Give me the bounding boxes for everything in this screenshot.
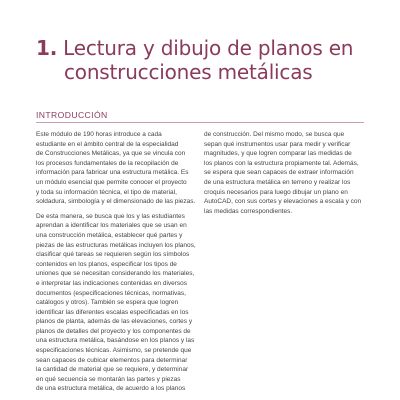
text-line: magnitudes, y que logren comparar las medidas de bbox=[204, 150, 352, 158]
text-line: de construcción. Del mismo modo, se busca que bbox=[204, 131, 345, 138]
text-line: AutoCAD, con sus cortes y elevaciones a escala y con bbox=[204, 198, 362, 206]
text-line: planos de detalles del proyecto y los componentes de bbox=[36, 327, 191, 335]
text-line: de Construcciones Metálicas, ya que se vincula con bbox=[36, 150, 186, 158]
text-line: identificar las diferentes escalas especificadas en los bbox=[36, 308, 189, 316]
text-line: clasificar qué tareas se requieren según los símbolos bbox=[36, 251, 190, 259]
text-line: Este módulo de 190 horas introduce a cada bbox=[36, 131, 162, 138]
text-line: los procesos fundamentales de la recopilación de bbox=[36, 159, 179, 167]
text-line: una construcción metálica, establecer qué partes y bbox=[36, 231, 183, 239]
text-line: e interpretar las indicaciones contenidas en diversos bbox=[36, 279, 188, 287]
chapter-title-text-1: Lectura y dibujo de planos en bbox=[63, 36, 354, 60]
text-line: estudiante en el ámbito central de la especialidad bbox=[36, 140, 179, 148]
text-line: se espera que sean capaces de extraer información bbox=[204, 169, 354, 177]
text-line: una estructura metálica, basándose en los planos y las bbox=[36, 337, 195, 345]
chapter-number: 1. bbox=[36, 36, 58, 60]
text-line: contenidos en los planos, especificar los tipos de bbox=[36, 260, 177, 268]
text-line: la cantidad de material que se requiere, y determinar bbox=[36, 366, 189, 374]
text-line: sean capaces de cubicar elementos para determinar bbox=[36, 356, 188, 364]
text-line: de una estructura metálica, de acuerdo a los planos bbox=[36, 385, 186, 393]
chapter-title-line-2: construcciones metálicas bbox=[64, 60, 313, 84]
text-line: especificaciones técnicas. Asimismo, se pretende que bbox=[36, 347, 192, 355]
right-text-column bbox=[204, 130, 364, 221]
text-line: soldadura, simbología y el dimensionado de las piezas. bbox=[36, 198, 196, 206]
text-line: croquis necesarios para luego dibujar un plano en bbox=[204, 188, 348, 196]
text-line: aprendan a identificar los materiales que se usan en bbox=[36, 222, 187, 230]
text-line: un módulo esencial que permite conocer el proyecto bbox=[36, 178, 187, 186]
text-line: uniones que se necesitan considerando los materiales, bbox=[36, 270, 195, 278]
text-line: de una estructura metálica en terreno y realizar los bbox=[204, 178, 351, 186]
section-heading: INTRODUCCIÓN bbox=[36, 110, 108, 120]
paragraph-3 bbox=[204, 130, 364, 216]
chapter-title-line-1 bbox=[36, 36, 386, 60]
paragraph-2 bbox=[36, 212, 196, 394]
text-line: De esta manera, se busca que los y las estudiantes bbox=[36, 212, 185, 220]
text-line: en qué secuencia se montarán las partes y piezas bbox=[36, 375, 181, 383]
chapter-title bbox=[36, 36, 386, 84]
left-text-column bbox=[36, 130, 196, 399]
text-line: planos de planta, además de las elevaciones, cortes y bbox=[36, 318, 193, 326]
text-line: piezas de las estructuras metálicas incluyen los planos, bbox=[36, 241, 196, 249]
text-line: documentos (especificaciones técnicas, normativas, bbox=[36, 289, 186, 297]
text-line: los planos con la estructura propiamente tal. Además, bbox=[204, 159, 359, 167]
text-line: las medidas correspondientes. bbox=[204, 207, 293, 215]
section-divider bbox=[36, 122, 364, 123]
text-line: sepan qué instrumentos usar para medir y verificar bbox=[204, 140, 351, 148]
text-line: y toda su información técnica, el tipo de material, bbox=[36, 188, 177, 196]
paragraph-1 bbox=[36, 130, 196, 207]
text-line: información para fabricar una estructura metálica. Es bbox=[36, 169, 189, 177]
text-line: catálogos y otros). También se espera que logren bbox=[36, 299, 179, 307]
